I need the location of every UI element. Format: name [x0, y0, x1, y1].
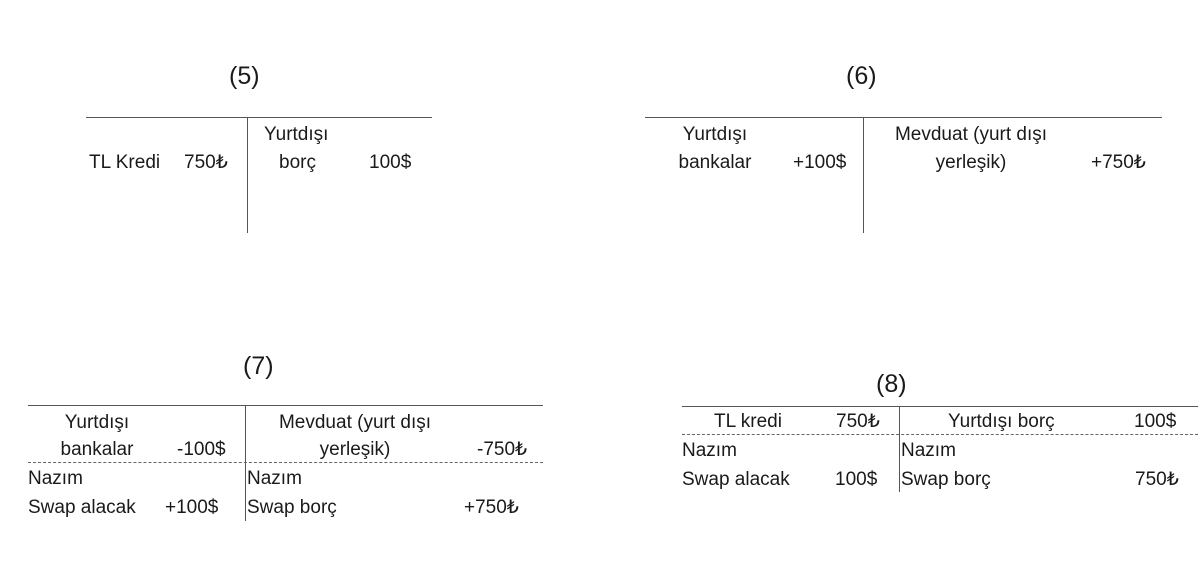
t-account-8-title: (8): [876, 370, 907, 398]
t7-right-memo-amount: +750₺: [464, 497, 519, 518]
t7-right-label-line1: Mevduat (yurt dışı: [278, 412, 432, 433]
t8-right-amount: 100$: [1134, 411, 1177, 432]
t6-right-label-line2: yerleşik): [935, 152, 1007, 173]
t8-right-label: Yurtdışı borç: [948, 411, 1055, 432]
t-account-8: [600, 280, 1200, 577]
t5-left-amount: 750₺: [184, 152, 228, 173]
t7-left-label-line2: bankalar: [60, 439, 134, 460]
t6-right-label-line1: Mevduat (yurt dışı: [894, 124, 1048, 145]
t8-left-memo-amount: 100$: [835, 469, 878, 490]
t-account-7: [0, 280, 600, 577]
t8-right-memo-label: Swap borç: [901, 469, 991, 490]
t-account-6-divider: [863, 117, 864, 233]
t-account-8-top-line: [682, 406, 1198, 407]
t-account-6-top-line: [645, 117, 1162, 118]
t5-right-label-line2: borç: [279, 152, 316, 173]
t7-right-label-line2: yerleşik): [319, 439, 391, 460]
t5-right-label-line1: Yurtdışı: [264, 124, 329, 145]
t6-left-label-line1: Yurtdışı: [682, 124, 748, 145]
t-account-5-top-line: [86, 117, 432, 118]
t8-left-memo-header: Nazım: [682, 440, 737, 461]
t7-right-memo-header: Nazım: [247, 468, 302, 489]
t-account-8-divider: [899, 406, 900, 492]
t7-left-memo-header: Nazım: [28, 468, 83, 489]
t8-right-memo-header: Nazım: [901, 440, 956, 461]
t7-right-memo-label: Swap borç: [247, 497, 337, 518]
t8-left-memo-label: Swap alacak: [682, 469, 790, 490]
t7-left-memo-amount: +100$: [165, 497, 219, 518]
t7-left-amount: -100$: [177, 439, 226, 460]
t-account-6: [600, 0, 1200, 280]
t-account-7-top-line: [28, 405, 543, 406]
t5-right-amount: 100$: [369, 152, 412, 173]
t8-left-amount: 750₺: [836, 411, 880, 432]
t-account-6-title: (6): [846, 62, 877, 90]
t8-left-label: TL kredi: [714, 411, 782, 432]
t6-left-amount: +100$: [793, 152, 847, 173]
t7-left-memo-label: Swap alacak: [28, 497, 136, 518]
t-account-5: [0, 0, 600, 280]
t-account-5-divider: [247, 117, 248, 233]
t5-left-label: TL Kredi: [89, 152, 161, 173]
t7-right-amount: -750₺: [477, 439, 528, 460]
t6-left-label-line2: bankalar: [678, 152, 752, 173]
t8-right-memo-amount: 750₺: [1135, 469, 1179, 490]
t-account-7-title: (7): [243, 352, 274, 380]
t6-right-amount: +750₺: [1091, 152, 1146, 173]
t-account-5-title: (5): [229, 62, 260, 90]
t7-left-label-line1: Yurtdışı: [64, 412, 130, 433]
t-account-7-divider: [245, 405, 246, 521]
